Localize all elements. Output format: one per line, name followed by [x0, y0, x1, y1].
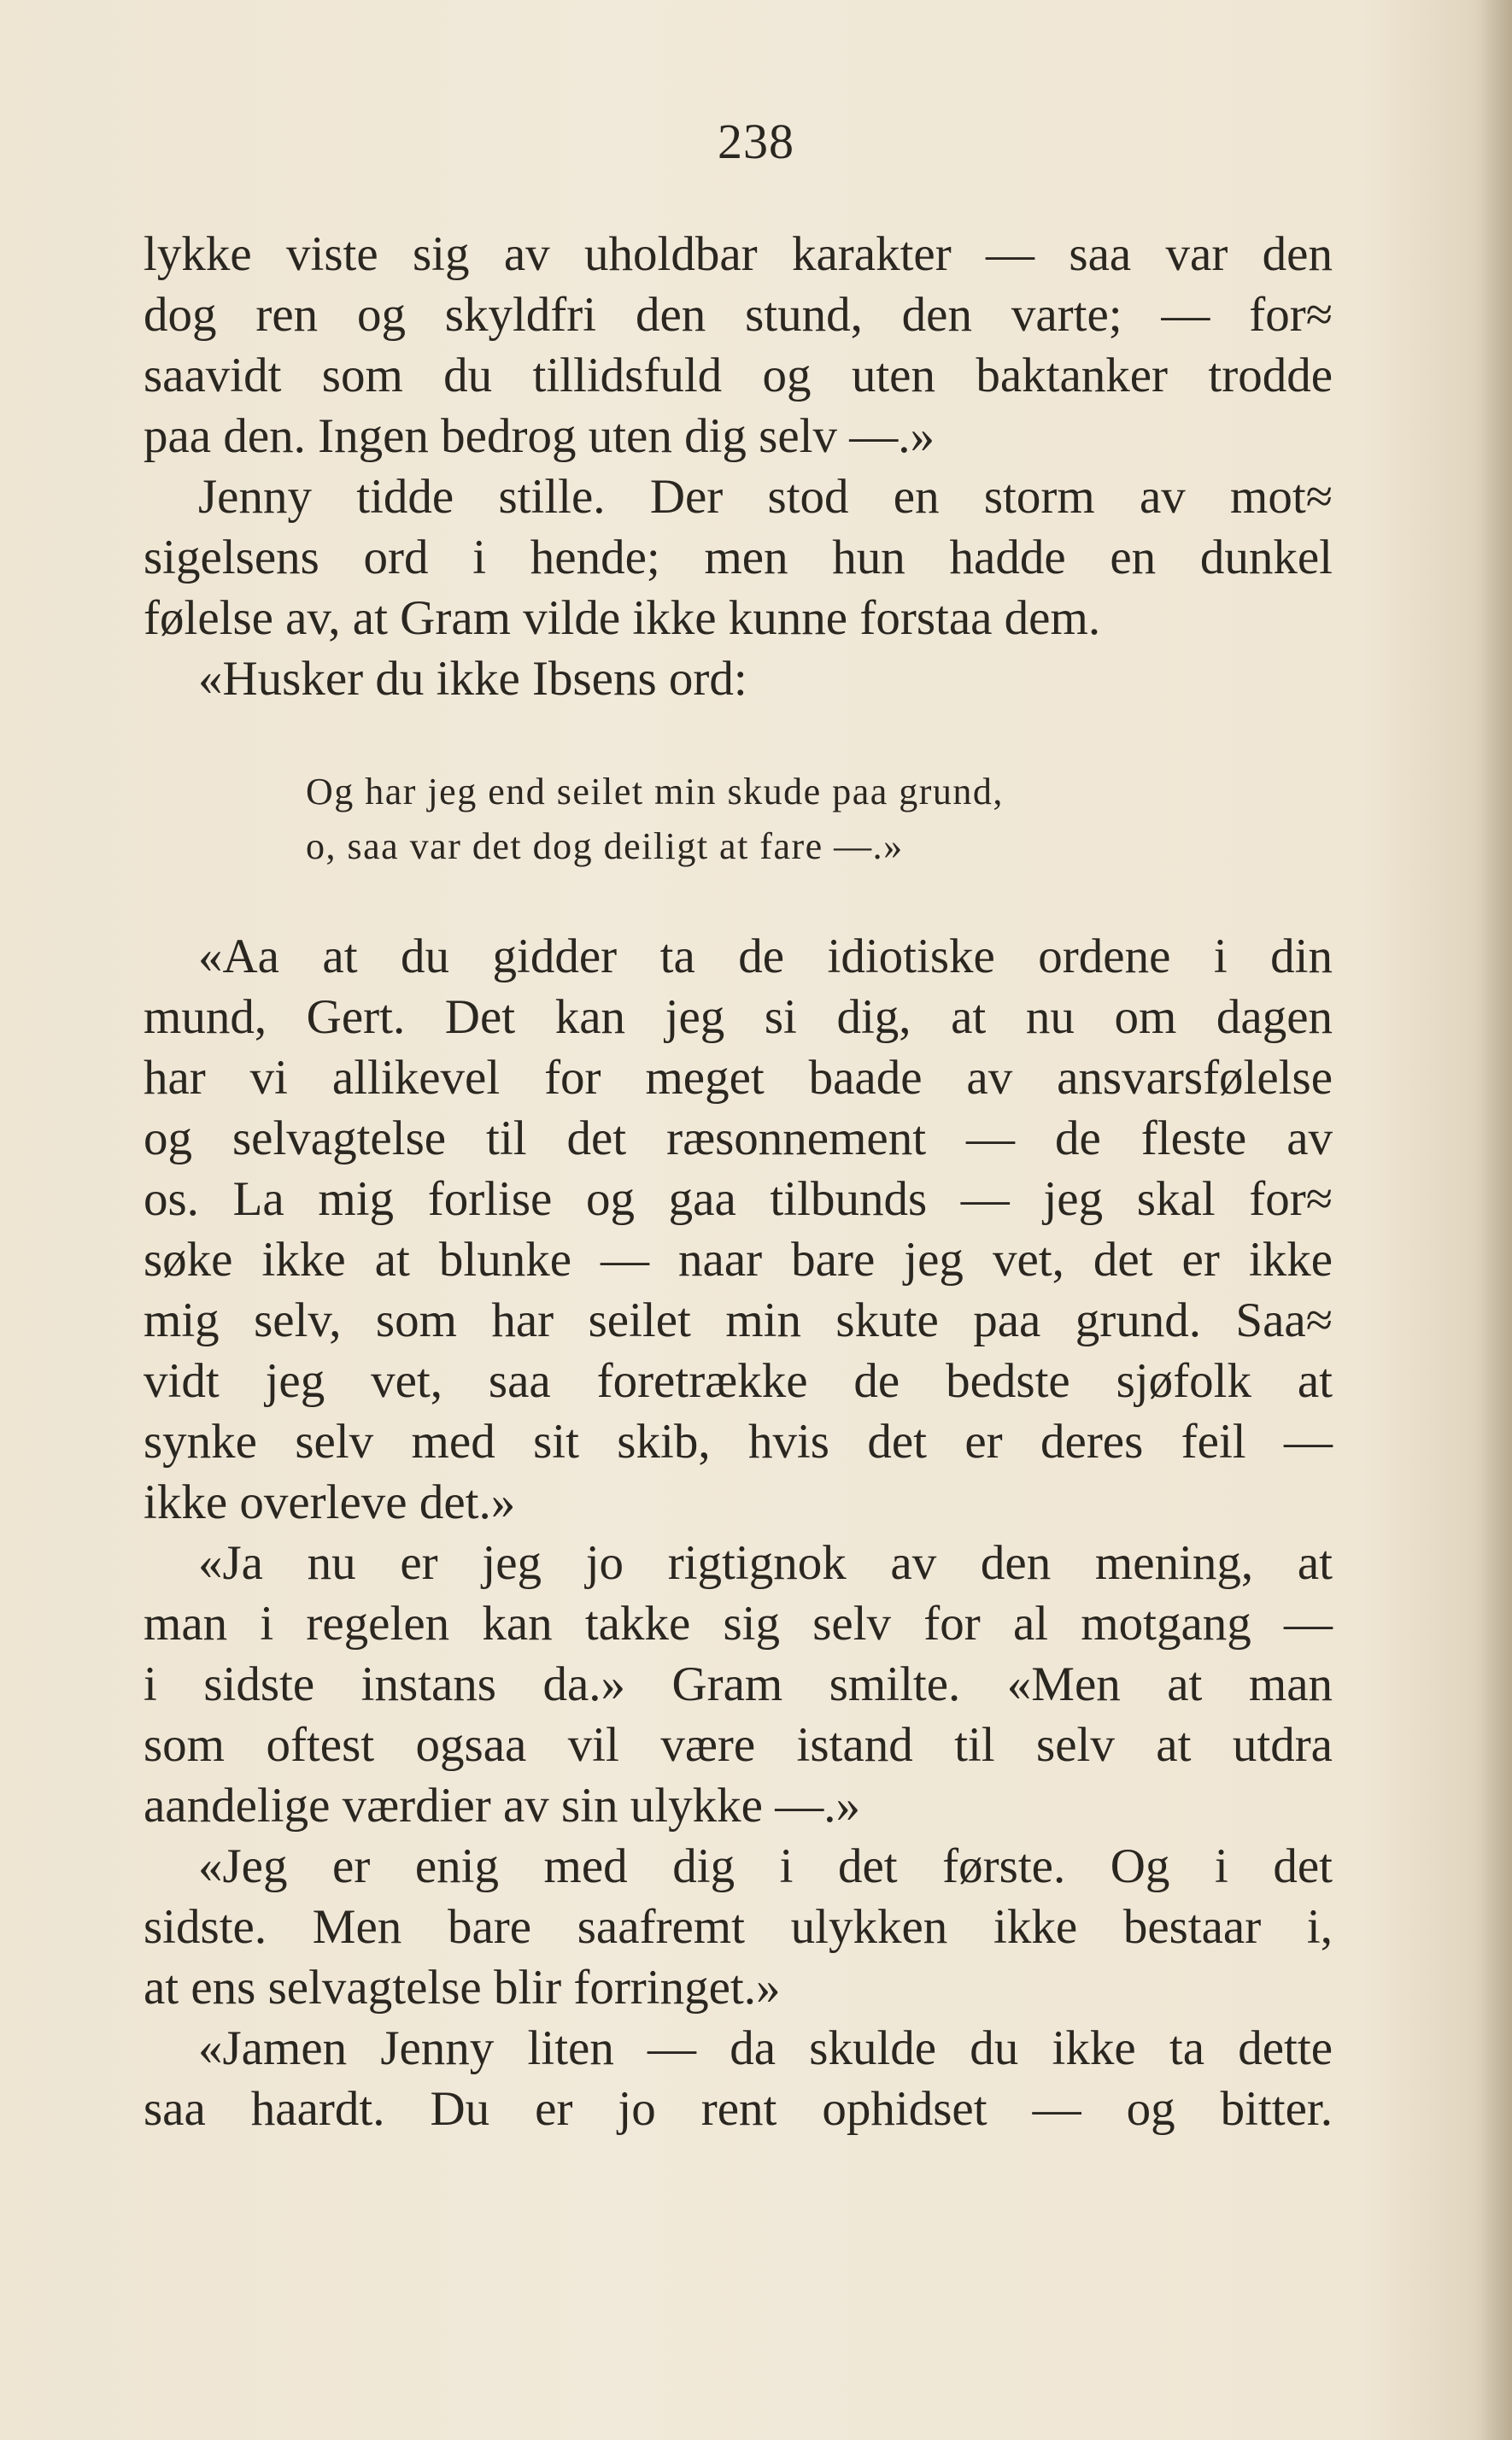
- text-line: «Ja nu er jeg jo rigtignok av den mening, at: [198, 1536, 1333, 1590]
- text-line: «Jeg er enig med dig i det første. Og i det: [198, 1839, 1333, 1893]
- text-block-1: [144, 224, 1333, 709]
- text-line: saa haardt. Du er jo rent ophidset — og bitter.: [144, 2082, 1333, 2136]
- text-line: «Aa at du gidder ta de idiotiske ordene i din: [198, 930, 1333, 983]
- text-line: man i regelen kan takke sig selv for al motgang —: [144, 1597, 1333, 1651]
- text-line: sidste. Men bare saafremt ulykken ikke bestaar i,: [144, 1900, 1333, 1954]
- page-edge-shadow: [1478, 0, 1512, 2440]
- text-line: følelse av, at Gram vilde ikke kunne forstaa dem.: [144, 591, 1101, 645]
- text-line: vidt jeg vet, saa foretrække de bedste sjøfolk at: [144, 1354, 1333, 1408]
- text-line: paa den. Ingen bedrog uten dig selv —.»: [144, 409, 935, 463]
- text-line: søke ikke at blunke — naar bare jeg vet, det er ikke: [144, 1233, 1333, 1287]
- verse-line: o, saa var det dog deiligt at fare —.»: [306, 825, 904, 867]
- text-line: som oftest ogsaa vil være istand til selv at utdra: [144, 1718, 1333, 1772]
- text-line: mund, Gert. Det kan jeg si dig, at nu om dagen: [144, 990, 1333, 1044]
- text-line: sigelsens ord i hende; men hun hadde en dunkel: [144, 531, 1333, 584]
- text-line: dog ren og skyldfri den stund, den varte; — for≈: [144, 288, 1333, 342]
- text-block-2: [144, 926, 1333, 2139]
- verse-line: Og har jeg end seilet min skude paa grund,: [306, 771, 1004, 812]
- text-line: ikke overleve det.»: [144, 1475, 516, 1529]
- text-line: saavidt som du tillidsfuld og uten baktanker trodde: [144, 349, 1333, 402]
- text-line: aandelige værdier av sin ulykke —.»: [144, 1779, 860, 1833]
- text-line: og selvagtelse til det ræsonnement — de fleste av: [144, 1111, 1333, 1165]
- text-line: synke selv med sit skib, hvis det er deres feil —: [144, 1415, 1333, 1469]
- text-line: at ens selvagtelse blir forringet.»: [144, 1961, 781, 2015]
- text-line: «Husker du ikke Ibsens ord:: [198, 652, 747, 706]
- text-line: Jenny tidde stille. Der stod en storm av mot≈: [198, 470, 1333, 524]
- text-line: «Jamen Jenny liten — da skulde du ikke ta dette: [198, 2021, 1333, 2075]
- verse-quote: [306, 765, 1160, 874]
- text-line: i sidste instans da.» Gram smilte. «Men at man: [144, 1657, 1333, 1711]
- text-line: mig selv, som har seilet min skute paa grund. Saa≈: [144, 1293, 1333, 1347]
- page-number: 238: [718, 114, 794, 169]
- text-line: lykke viste sig av uholdbar karakter — saa var den: [144, 227, 1333, 281]
- text-line: os. La mig forlise og gaa tilbunds — jeg skal for≈: [144, 1172, 1333, 1226]
- text-line: har vi allikevel for meget baade av ansvarsfølelse: [144, 1051, 1333, 1105]
